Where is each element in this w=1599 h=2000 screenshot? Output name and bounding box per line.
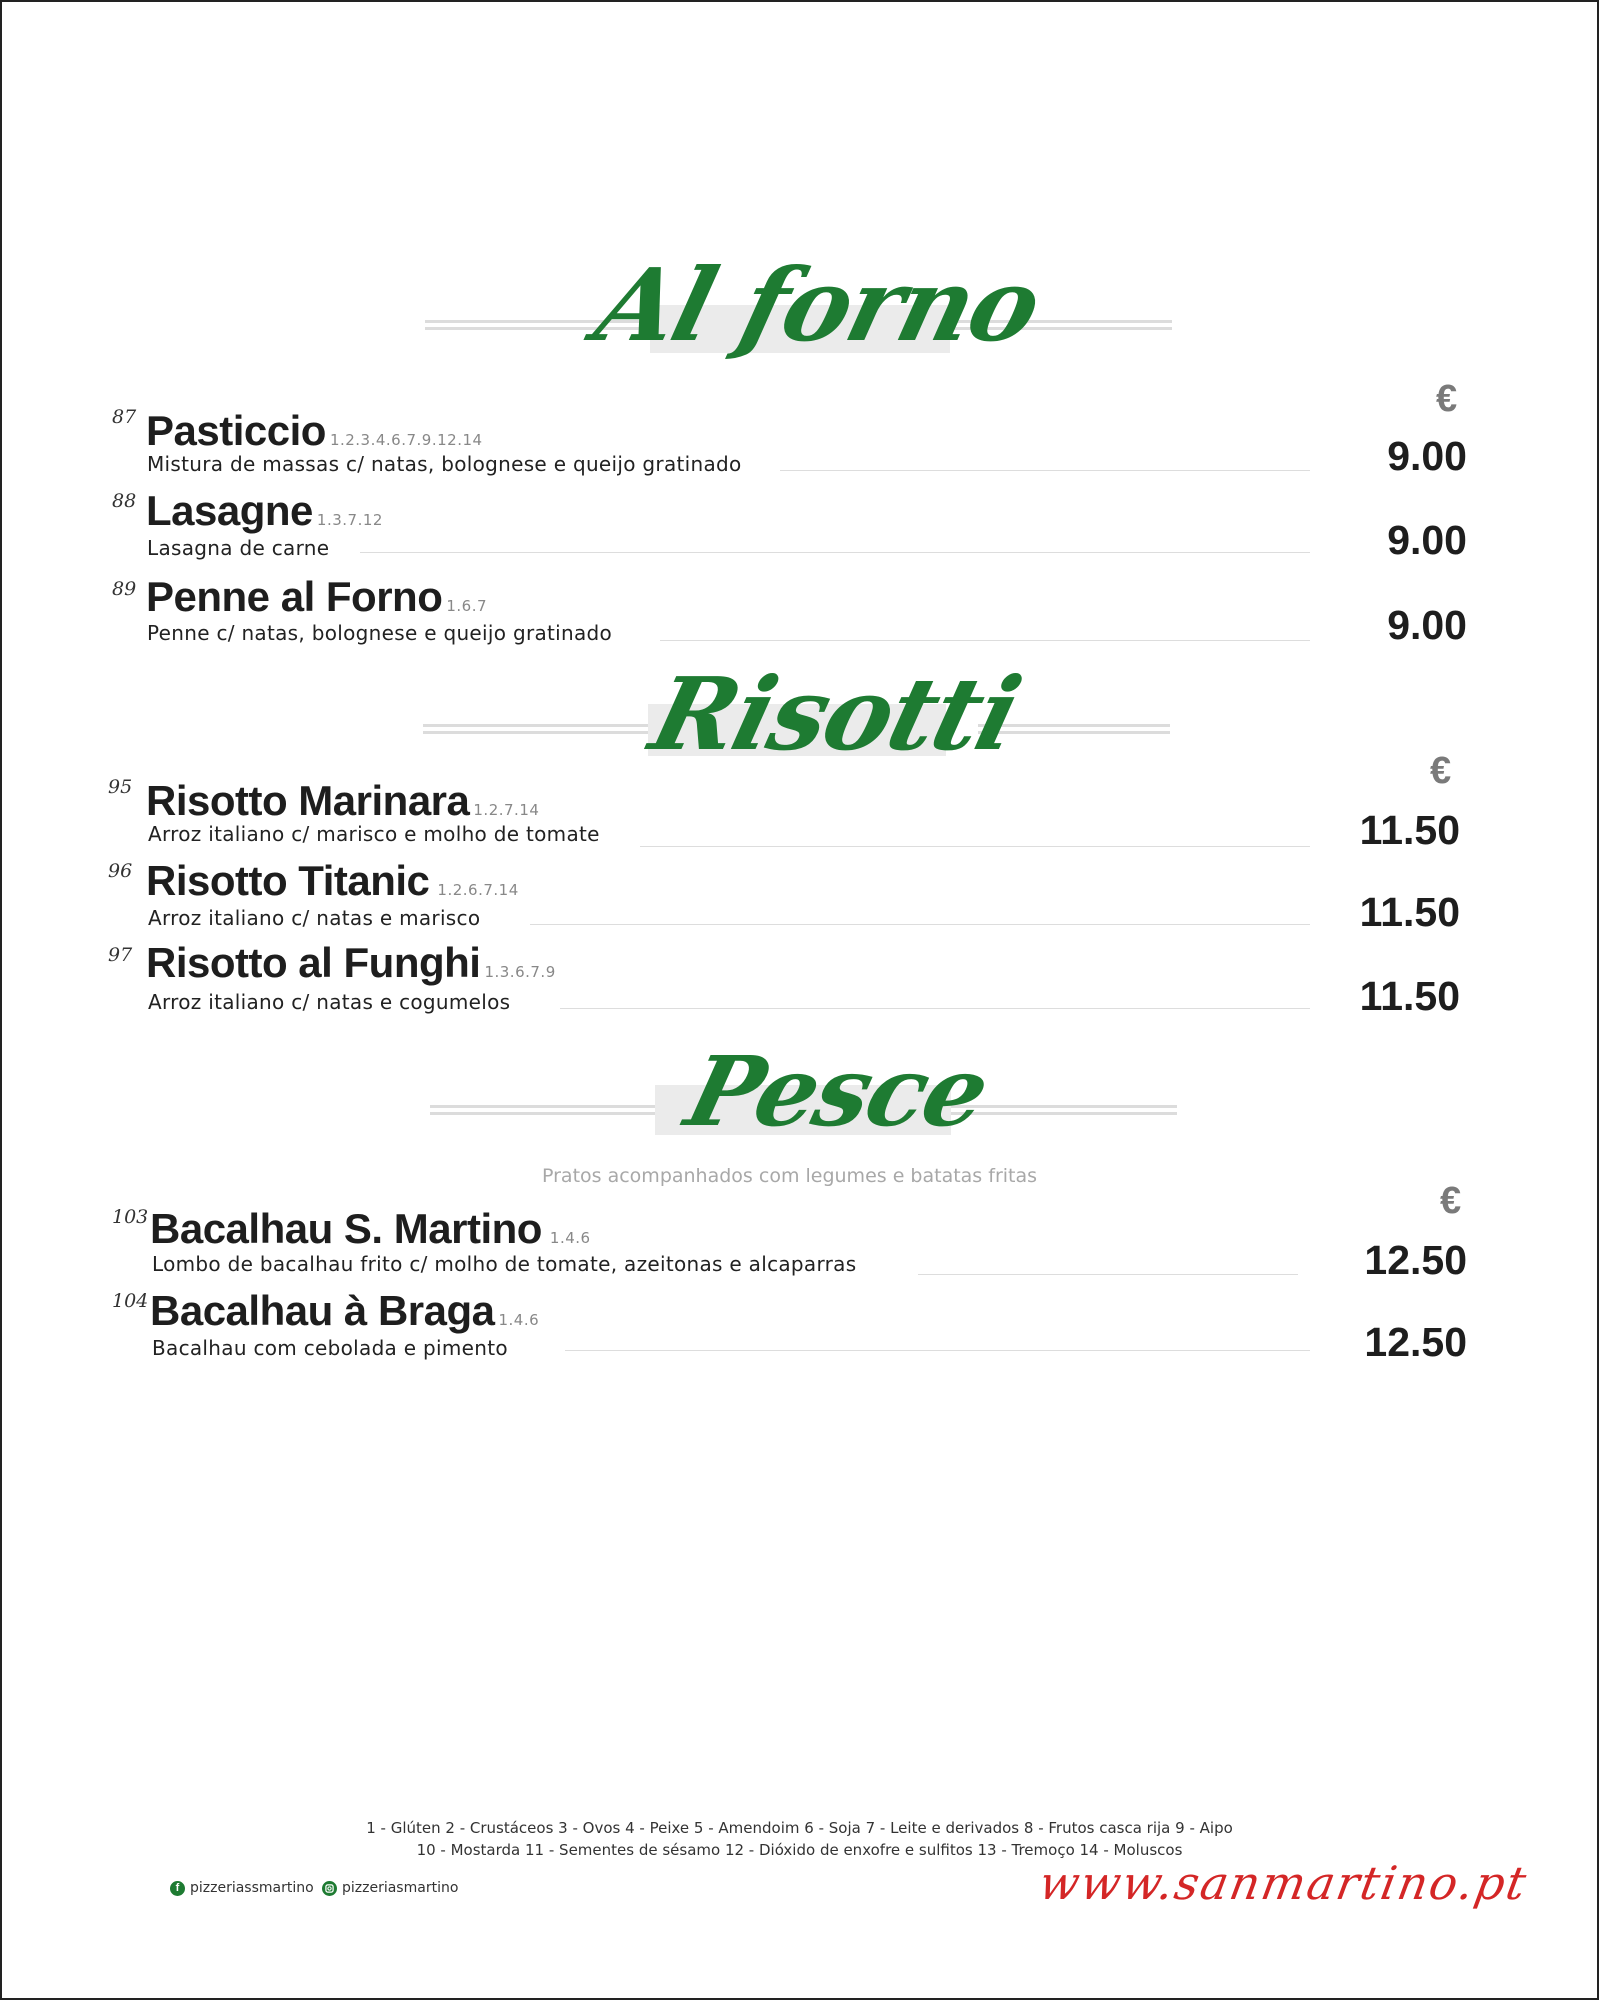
item-title: Risotto Marinara (146, 777, 470, 824)
item-allergens: 1.4.6 (549, 1229, 591, 1247)
item-description: Penne c/ natas, bolognese e queijo gratinado (147, 621, 613, 645)
item-name (146, 487, 383, 534)
item-title: Bacalhau à Braga (150, 1287, 495, 1334)
item-number: 97 (108, 944, 133, 966)
currency-symbol: € (1436, 378, 1458, 420)
item-allergens: 1.2.6.7.14 (437, 881, 519, 899)
item-description: Bacalhau com cebolada e pimento (152, 1336, 508, 1360)
item-name (146, 573, 488, 620)
item-description: Lombo de bacalhau frito c/ molho de tomate, azeitonas e alcaparras (152, 1252, 857, 1276)
item-name (146, 407, 483, 454)
allergen-legend-line1: 1 - Glúten 2 - Crustáceos 3 - Ovos 4 - Peixe 5 - Amendoim 6 - Soja 7 - Leite e derivados 8 - Frutos casca rija 9 - Aipo (366, 1819, 1233, 1837)
item-allergens: 1.3.7.12 (316, 511, 383, 529)
item-title: Bacalhau S. Martino (150, 1205, 542, 1252)
item-name (146, 777, 540, 824)
item-allergens: 1.2.3.4.6.7.9.12.14 (329, 431, 483, 449)
item-allergens: 1.4.6 (498, 1311, 540, 1329)
item-price: 11.50 (1359, 807, 1460, 853)
leader-line (565, 1350, 1310, 1351)
leader-line (560, 1008, 1310, 1009)
item-number: 103 (112, 1206, 149, 1228)
header-rule-left (423, 724, 648, 734)
item-price: 9.00 (1387, 517, 1467, 563)
instagram-icon (322, 1881, 337, 1896)
item-allergens: 1.3.6.7.9 (484, 963, 556, 981)
item-number: 104 (112, 1290, 149, 1312)
section-title-risotti: Risotti (640, 655, 1031, 773)
currency-symbol: € (1430, 750, 1452, 792)
instagram-link[interactable] (322, 1880, 458, 1896)
item-description: Arroz italiano c/ natas e cogumelos (148, 990, 511, 1014)
item-description: Arroz italiano c/ natas e marisco (148, 906, 481, 930)
item-allergens: 1.6.7 (446, 597, 488, 615)
section-title-pesce: Pesce (676, 1035, 999, 1148)
item-number: 89 (112, 578, 137, 600)
item-title: Lasagne (146, 487, 313, 534)
facebook-icon: f (170, 1881, 185, 1896)
leader-line (780, 470, 1310, 471)
item-price: 9.00 (1387, 602, 1467, 648)
item-name (146, 857, 519, 904)
website-link[interactable]: www.sanmartino.pt (1035, 1856, 1533, 1910)
item-number: 87 (112, 406, 137, 428)
currency-symbol: € (1440, 1180, 1462, 1222)
item-allergens: 1.2.7.14 (473, 801, 540, 819)
item-name (146, 939, 556, 986)
item-description: Lasagna de carne (147, 536, 330, 560)
item-number: 95 (108, 776, 133, 798)
section-subtitle: Pratos acompanhados com legumes e batatas fritas (542, 1165, 1038, 1187)
leader-line (530, 924, 1310, 925)
item-name (150, 1205, 591, 1252)
item-name (150, 1287, 540, 1334)
instagram-handle: pizzeriasmartino (342, 1880, 459, 1896)
leader-line (918, 1274, 1298, 1275)
item-price: 12.50 (1364, 1237, 1467, 1283)
leader-line (360, 552, 1310, 553)
item-price: 11.50 (1359, 973, 1460, 1019)
allergen-legend-line2: 10 - Mostarda 11 - Sementes de sésamo 12 - Dióxido de enxofre e sulfitos 13 - Tremoço 14 - Moluscos (416, 1841, 1183, 1859)
item-description: Arroz italiano c/ marisco e molho de tomate (148, 822, 600, 846)
facebook-link[interactable] (170, 1880, 314, 1896)
section-title-al-forno: Al forno (585, 246, 1051, 364)
item-price: 12.50 (1364, 1319, 1467, 1365)
item-price: 11.50 (1359, 889, 1460, 935)
item-price: 9.00 (1387, 433, 1467, 479)
item-title: Penne al Forno (146, 573, 443, 620)
leader-line (660, 640, 1310, 641)
item-title: Pasticcio (146, 407, 326, 454)
item-number: 96 (108, 860, 133, 882)
item-title: Risotto al Funghi (146, 939, 481, 986)
item-number: 88 (112, 490, 137, 512)
facebook-handle: pizzeriassmartino (190, 1880, 314, 1896)
item-title: Risotto Titanic (146, 857, 430, 904)
header-rule-right (951, 1105, 1177, 1115)
leader-line (640, 846, 1310, 847)
item-description: Mistura de massas c/ natas, bolognese e queijo gratinado (147, 452, 742, 476)
header-rule-left (430, 1105, 655, 1115)
